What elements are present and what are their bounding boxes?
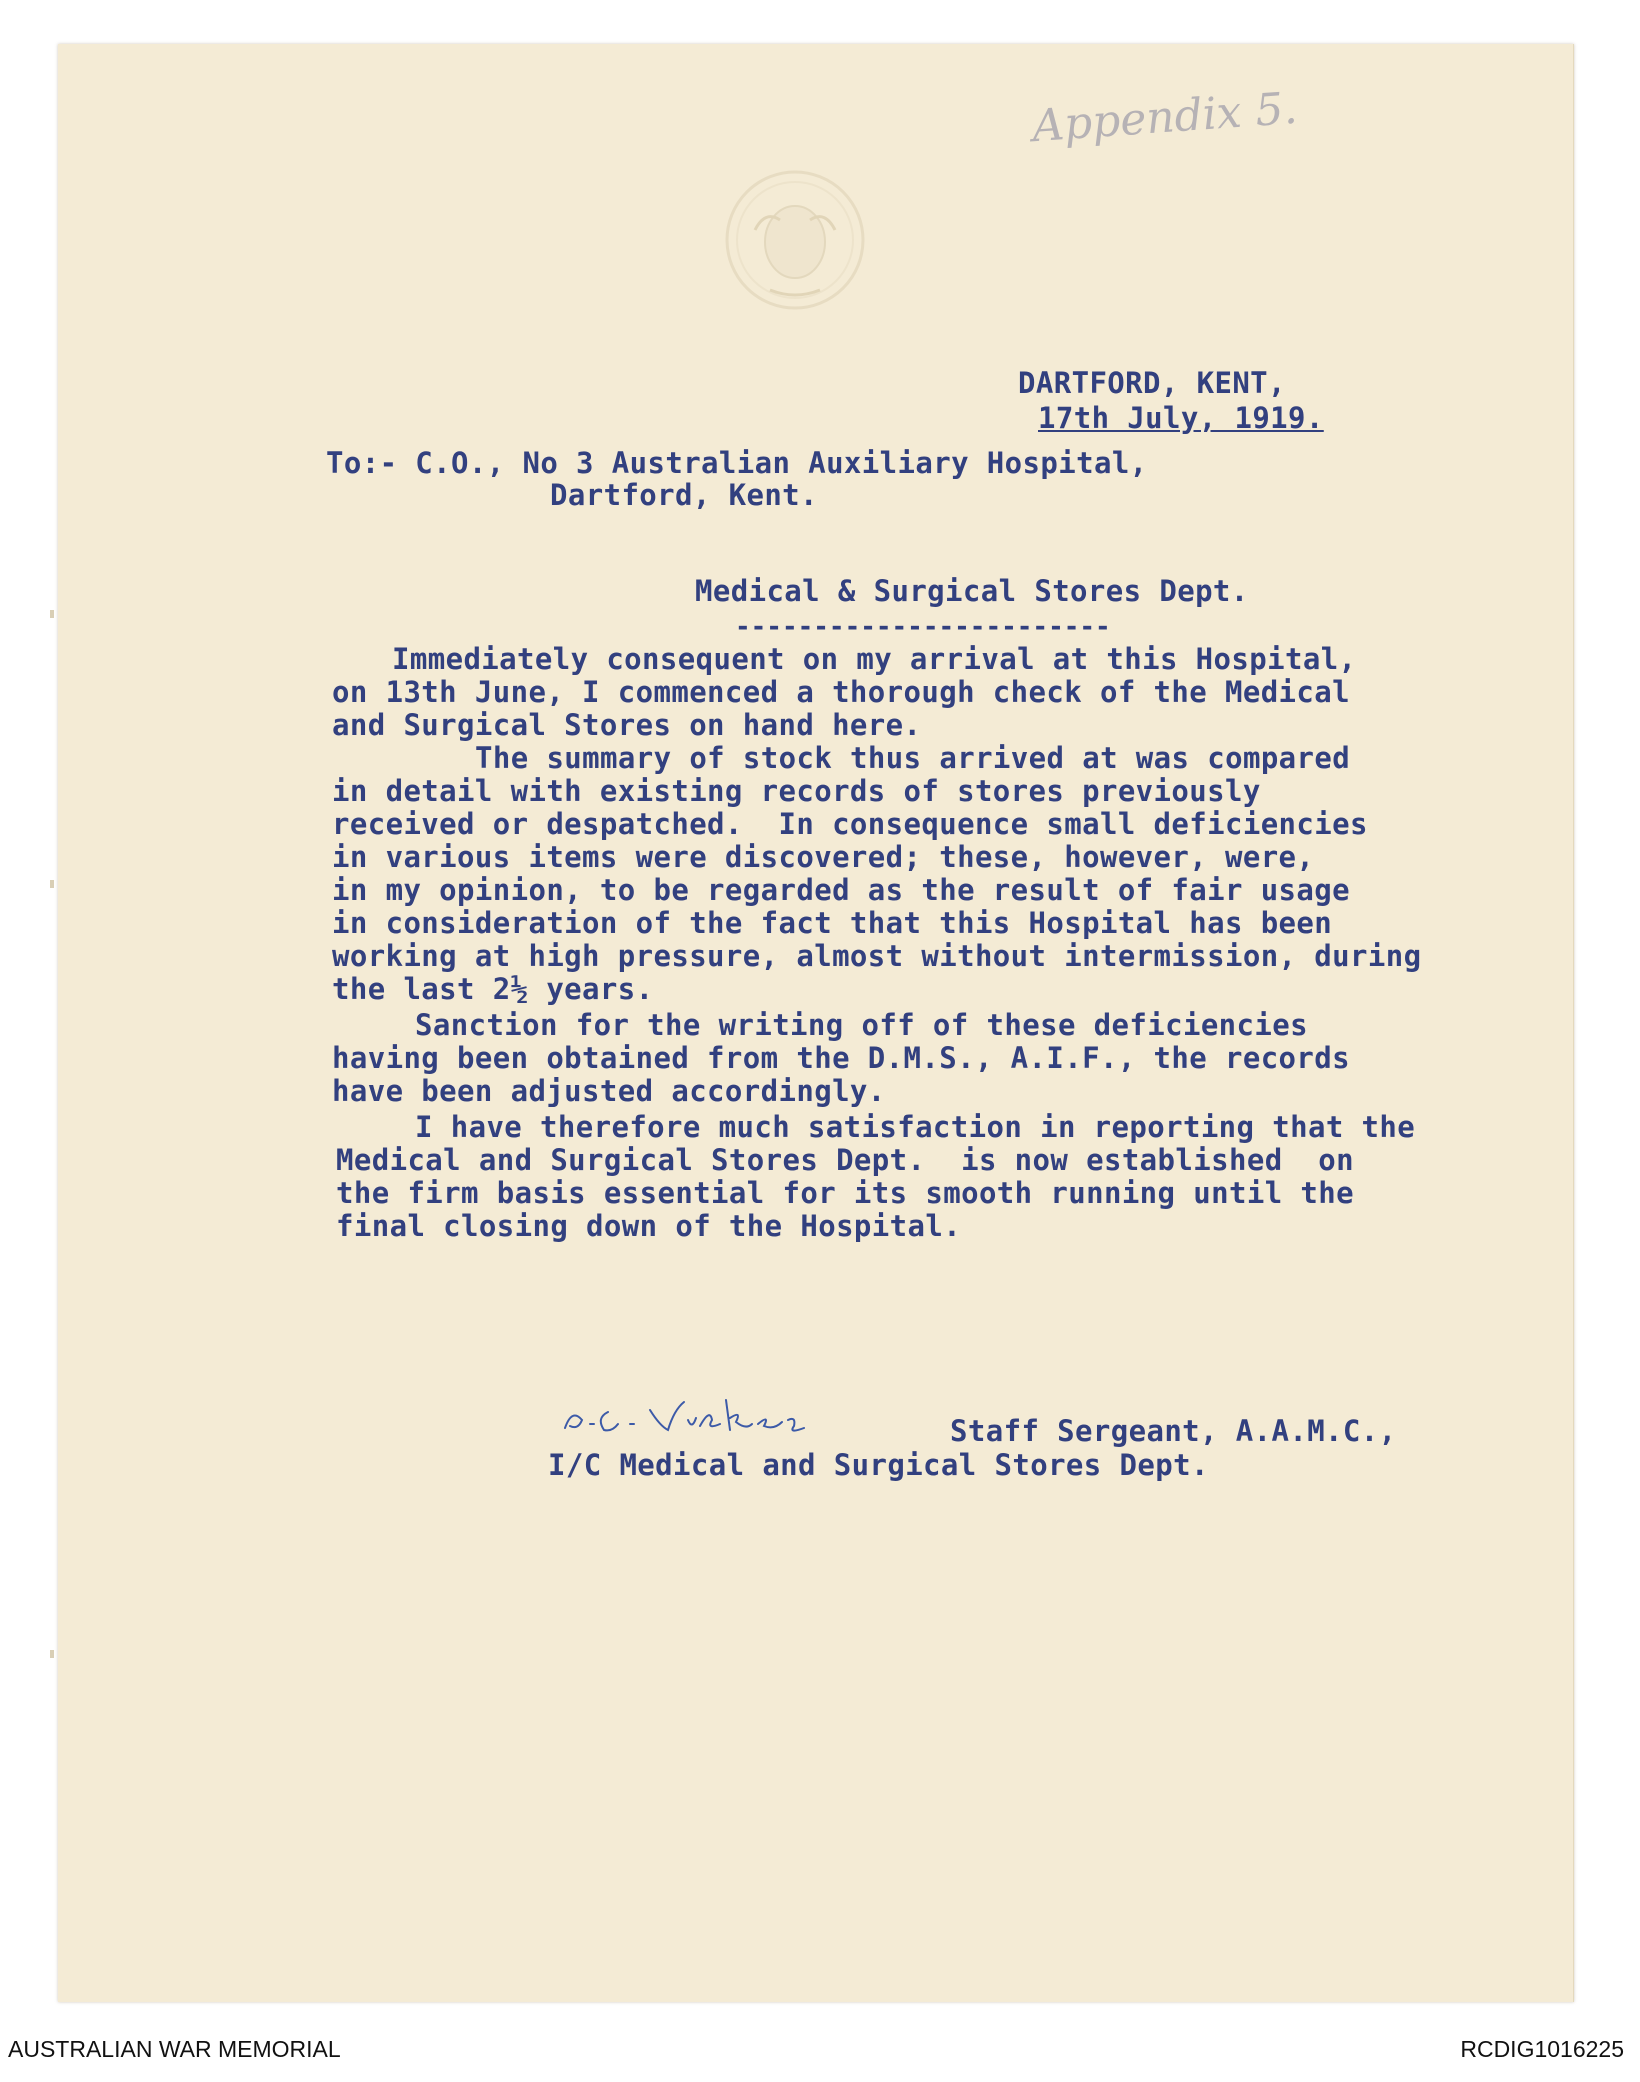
letter-date: 17th July, 1919.: [1038, 401, 1324, 435]
body-line: in my opinion, to be regarded as the result of fair usage: [332, 873, 1350, 907]
body-line: in consideration of the fact that this Hospital has been: [332, 906, 1333, 940]
body-line: in detail with existing records of stores previously: [332, 774, 1261, 808]
binding-hole-mark: [50, 880, 54, 888]
body-line: in various items were discovered; these, however, were,: [332, 840, 1315, 874]
body-line: the firm basis essential for its smooth running until the: [336, 1176, 1354, 1210]
letter-place: DARTFORD, KENT,: [1018, 366, 1286, 400]
body-line: received or despatched. In consequence small deficiencies: [332, 807, 1368, 841]
handwritten-annotation: Appendix 5.: [1030, 82, 1299, 153]
letter-subject: Medical & Surgical Stores Dept.: [695, 574, 1249, 608]
body-line: and Surgical Stores on hand here.: [332, 708, 922, 742]
recipient-line-1: To:- C.O., No 3 Australian Auxiliary Hospital,: [326, 446, 1148, 480]
binding-hole-mark: [50, 1650, 54, 1658]
footer-institution: AUSTRALIAN WAR MEMORIAL: [8, 2036, 341, 2062]
body-line: I have therefore much satisfaction in reporting that the: [415, 1110, 1416, 1144]
binding-hole-mark: [50, 610, 54, 618]
footer-record-id: RCDIG1016225: [1460, 2036, 1624, 2062]
embossed-seal: [715, 160, 875, 320]
signer-rank: Staff Sergeant, A.A.M.C.,: [950, 1414, 1397, 1448]
body-line: the last 2½ years.: [332, 972, 654, 1006]
body-line: final closing down of the Hospital.: [336, 1209, 962, 1243]
body-line: having been obtained from the D.M.S., A.I.F., the records: [332, 1041, 1350, 1075]
signature: [560, 1390, 850, 1440]
body-line: Medical and Surgical Stores Dept. is now established on: [336, 1143, 1354, 1177]
body-line: Sanction for the writing off of these deficiencies: [415, 1008, 1308, 1042]
body-line: The summary of stock thus arrived at was compared: [475, 741, 1351, 775]
body-line: working at high pressure, almost without intermission, during: [332, 939, 1422, 973]
subject-underline: ------------------------: [735, 612, 1111, 642]
recipient-line-2: Dartford, Kent.: [550, 478, 818, 512]
signer-role: I/C Medical and Surgical Stores Dept.: [548, 1448, 1209, 1482]
body-line: on 13th June, I commenced a thorough check of the Medical: [332, 675, 1350, 709]
body-line: have been adjusted accordingly.: [332, 1074, 886, 1108]
body-line: Immediately consequent on my arrival at this Hospital,: [392, 642, 1357, 676]
